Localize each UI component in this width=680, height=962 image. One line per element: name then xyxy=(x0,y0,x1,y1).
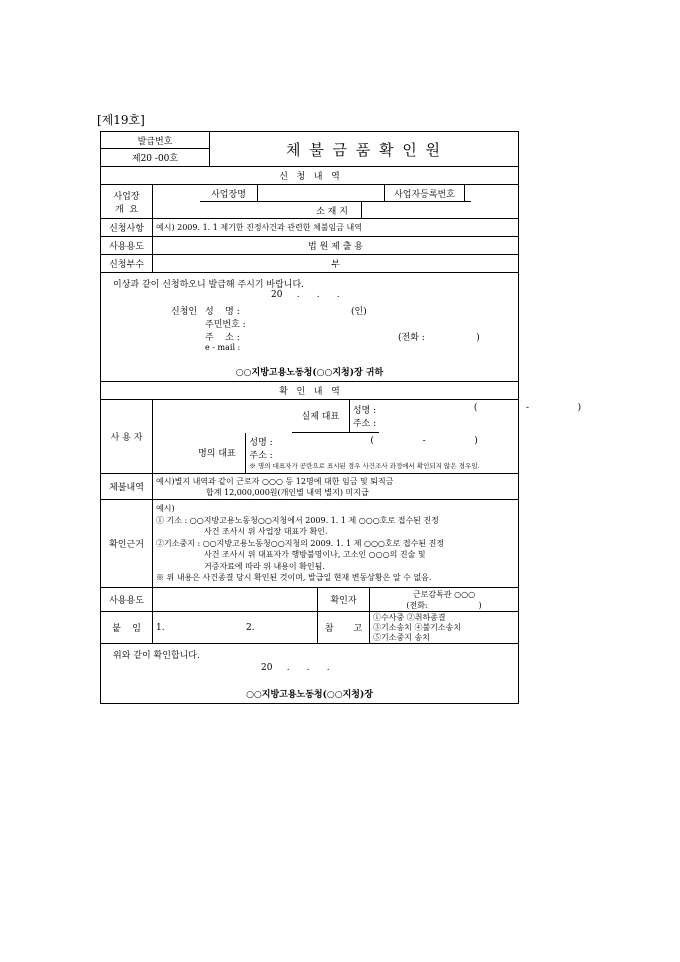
business-overview-label: 사업장 개 요 xyxy=(113,191,140,215)
applicant-phone[interactable]: (전화 : ) xyxy=(398,333,480,343)
applicant-name-label: 성 명 : xyxy=(205,307,240,317)
business-name-field[interactable] xyxy=(257,185,384,201)
location-label: 소 재 지 xyxy=(316,206,348,217)
attachment-label: 붙 임 xyxy=(112,624,141,634)
usage-label: 사용용도 xyxy=(109,242,144,252)
issue-number-value: 제20 -00호 xyxy=(131,154,179,164)
reference-label: 참 고 xyxy=(317,612,369,643)
issuer-name: ○○지방고용노동청(○○지청)장 xyxy=(246,690,373,700)
closing-statement: 위와 같이 확인합니다. xyxy=(113,651,200,661)
reference-options: ①수사중 ②취하종결 ③기소송치 ④불기소송치 ⑤기소중지 송치 xyxy=(369,612,518,643)
actual-rep-label: 실제 대표 xyxy=(301,412,340,423)
form-header xyxy=(101,132,518,166)
closing-block xyxy=(101,643,518,703)
business-reg-label: 사업자등록번호 xyxy=(384,185,464,201)
actual-rep-paren: ( - ) xyxy=(473,403,582,413)
nominal-rep-label: 명의 대표 xyxy=(198,449,236,460)
business-overview xyxy=(101,184,518,218)
application-date[interactable]: 20 . . . xyxy=(271,290,340,300)
arrears-confirmation-form xyxy=(100,131,582,704)
application-statement: 이상과 같이 신청하오니 발급해 주시기 바랍니다. xyxy=(113,280,305,290)
copies-label: 신청부수 xyxy=(109,260,144,270)
application-section-title: 신 청 내 역 xyxy=(279,172,340,182)
application-statement-block xyxy=(101,272,518,381)
nominal-rep-note: ※ 명의 대표자가 공란으로 표시된 경우 사건조사 과정에서 확인되지 않은 경우임. xyxy=(249,462,480,471)
nominal-rep-paren: ( - ) xyxy=(370,435,478,446)
applicant-email-label: e - mail : xyxy=(205,343,241,352)
applicant-label: 신청인 xyxy=(171,307,198,317)
confirmer-label: 확인자 xyxy=(317,588,369,611)
location-field[interactable] xyxy=(361,202,368,218)
attachment-2[interactable]: 2. xyxy=(246,622,255,633)
basis-details[interactable]: 예시) ① 기소 : ○○지방고용노동청○○지청에서 2009. 1. 1 제 ○○○호로 접수된 진정 사건 조사시 위 사업장 대표가 확인. ②기소중지 : ○○지방고용노동청○○지청의 2009. 1. 1 제 ○○○호로 접수된 진정 사건 조사시 위 대표자가 행방불명이나, 고소인 ○○○의 진술 및 거증자료에 따라 위 내용이 확인됨. ※ 위 내용은 사건종결 당시 확인된 것이며, 발급일 현재 변동상황은 알 수 없음. xyxy=(152,500,518,587)
confirmation-section-title: 확 인 내 역 xyxy=(279,387,340,397)
arrears-label: 체불내역 xyxy=(109,483,144,493)
confirm-usage-field[interactable] xyxy=(152,588,317,611)
copies-value[interactable]: 부 xyxy=(152,255,518,272)
nominal-rep-name[interactable]: 성명 : xyxy=(249,438,273,449)
issue-number-box xyxy=(101,132,209,166)
form-title: 체 불 금 품 확 인 원 xyxy=(209,132,518,166)
form-number-label: [제19호] xyxy=(97,113,145,127)
request-item-value[interactable]: 예시) 2009. 1. 1 제기한 진정사건과 관련한 체불임금 내역 xyxy=(152,219,518,236)
arrears-details[interactable]: 예시)별지 내역과 같이 근로자 ○○○ 등 12명에 대한 임금 및 퇴직금 합계 12,000,000원(개인별 내역 별지) 미지급 xyxy=(152,474,518,499)
basis-label: 확인근거 xyxy=(109,540,144,550)
confirm-usage-label: 사용용도 xyxy=(109,596,144,606)
employer-label: 사 용 자 xyxy=(110,433,143,443)
attachment-1[interactable]: 1. xyxy=(152,612,243,643)
applicant-address-label: 주 소 : xyxy=(205,333,240,343)
nominal-rep-address[interactable]: 주소 : xyxy=(249,451,273,462)
issue-number-label: 발급번호 xyxy=(101,132,209,149)
inspector-info: 근로감독관 ○○○ (전화: ) xyxy=(369,588,518,611)
usage-value[interactable]: 법 원 제 출 용 xyxy=(152,237,518,254)
actual-rep-address[interactable]: 주소 : xyxy=(352,418,377,429)
actual-rep-name[interactable]: 성명 : xyxy=(352,405,377,416)
business-name-label: 사업장명 xyxy=(211,189,246,200)
employer-block xyxy=(101,399,582,473)
application-recipient: ○○지방고용노동청(○○지청)장 귀하 xyxy=(235,368,384,378)
closing-date[interactable]: 20 . . . xyxy=(261,663,330,673)
applicant-seal: (인) xyxy=(351,307,367,317)
business-reg-field[interactable] xyxy=(464,185,471,201)
request-item-label: 신청사항 xyxy=(109,224,144,234)
applicant-id-label: 주민번호 : xyxy=(205,320,246,330)
